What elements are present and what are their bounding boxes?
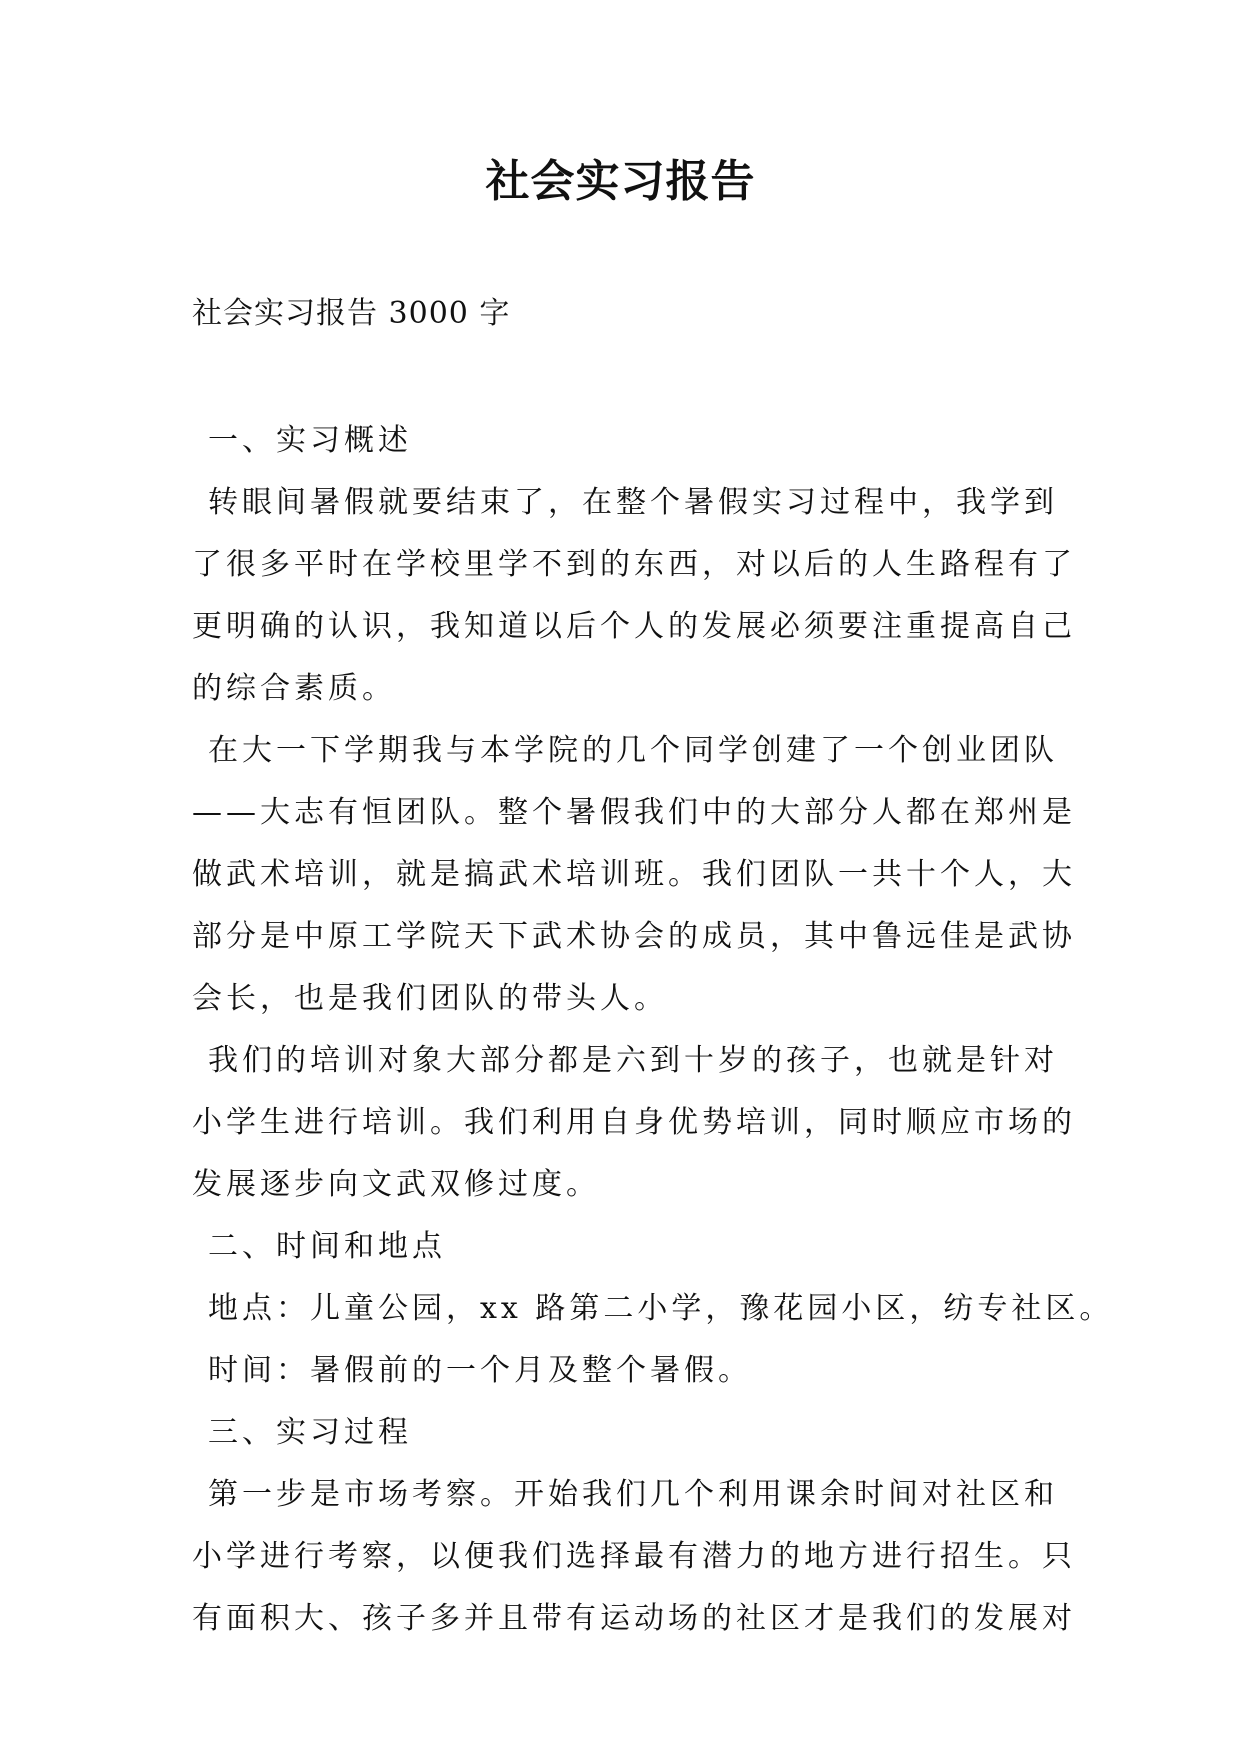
text-line: ——大志有恒团队。整个暑假我们中的大部分人都在郑州是: [192, 795, 1076, 830]
text-line: 有面积大、孩子多并且带有运动场的社区才是我们的发展对: [192, 1601, 1076, 1636]
text-line: 的综合素质。: [192, 671, 396, 706]
text-line: 转眼间暑假就要结束了，在整个暑假实习过程中，我学到: [208, 485, 1058, 520]
text-line: 小学进行考察，以便我们选择最有潜力的地方进行招生。只: [192, 1539, 1076, 1574]
text-line: 了很多平时在学校里学不到的东西，对以后的人生路程有了: [192, 547, 1076, 582]
text-line: 二、时间和地点: [208, 1229, 446, 1264]
text-line: 部分是中原工学院天下武术协会的成员，其中鲁远佳是武协: [192, 919, 1076, 954]
text-line: 会长，也是我们团队的带头人。: [192, 981, 668, 1016]
text-line: 更明确的认识，我知道以后个人的发展必须要注重提高自己: [192, 609, 1076, 644]
text-line: 在大一下学期我与本学院的几个同学创建了一个创业团队: [208, 733, 1058, 768]
text-line: 我们的培训对象大部分都是六到十岁的孩子，也就是针对: [208, 1043, 1058, 1078]
document-subtitle: 社会实习报告 3000 字: [192, 296, 511, 331]
text-line: 地点：儿童公园，xx 路第二小学，豫花园小区，纺专社区。: [208, 1291, 1114, 1326]
text-line: 三、实习过程: [208, 1415, 412, 1450]
document-body: [192, 410, 1114, 1650]
text-line: 发展逐步向文武双修过度。: [192, 1167, 600, 1202]
text-line: 做武术培训，就是搞武术培训班。我们团队一共十个人，大: [192, 857, 1076, 892]
document-title: 社会实习报告: [485, 156, 756, 207]
text-line: 一、实习概述: [208, 423, 412, 458]
text-line: 小学生进行培训。我们利用自身优势培训，同时顺应市场的: [192, 1105, 1076, 1140]
text-line: 时间：暑假前的一个月及整个暑假。: [208, 1353, 752, 1388]
text-line: 第一步是市场考察。开始我们几个利用课余时间对社区和: [208, 1477, 1058, 1512]
